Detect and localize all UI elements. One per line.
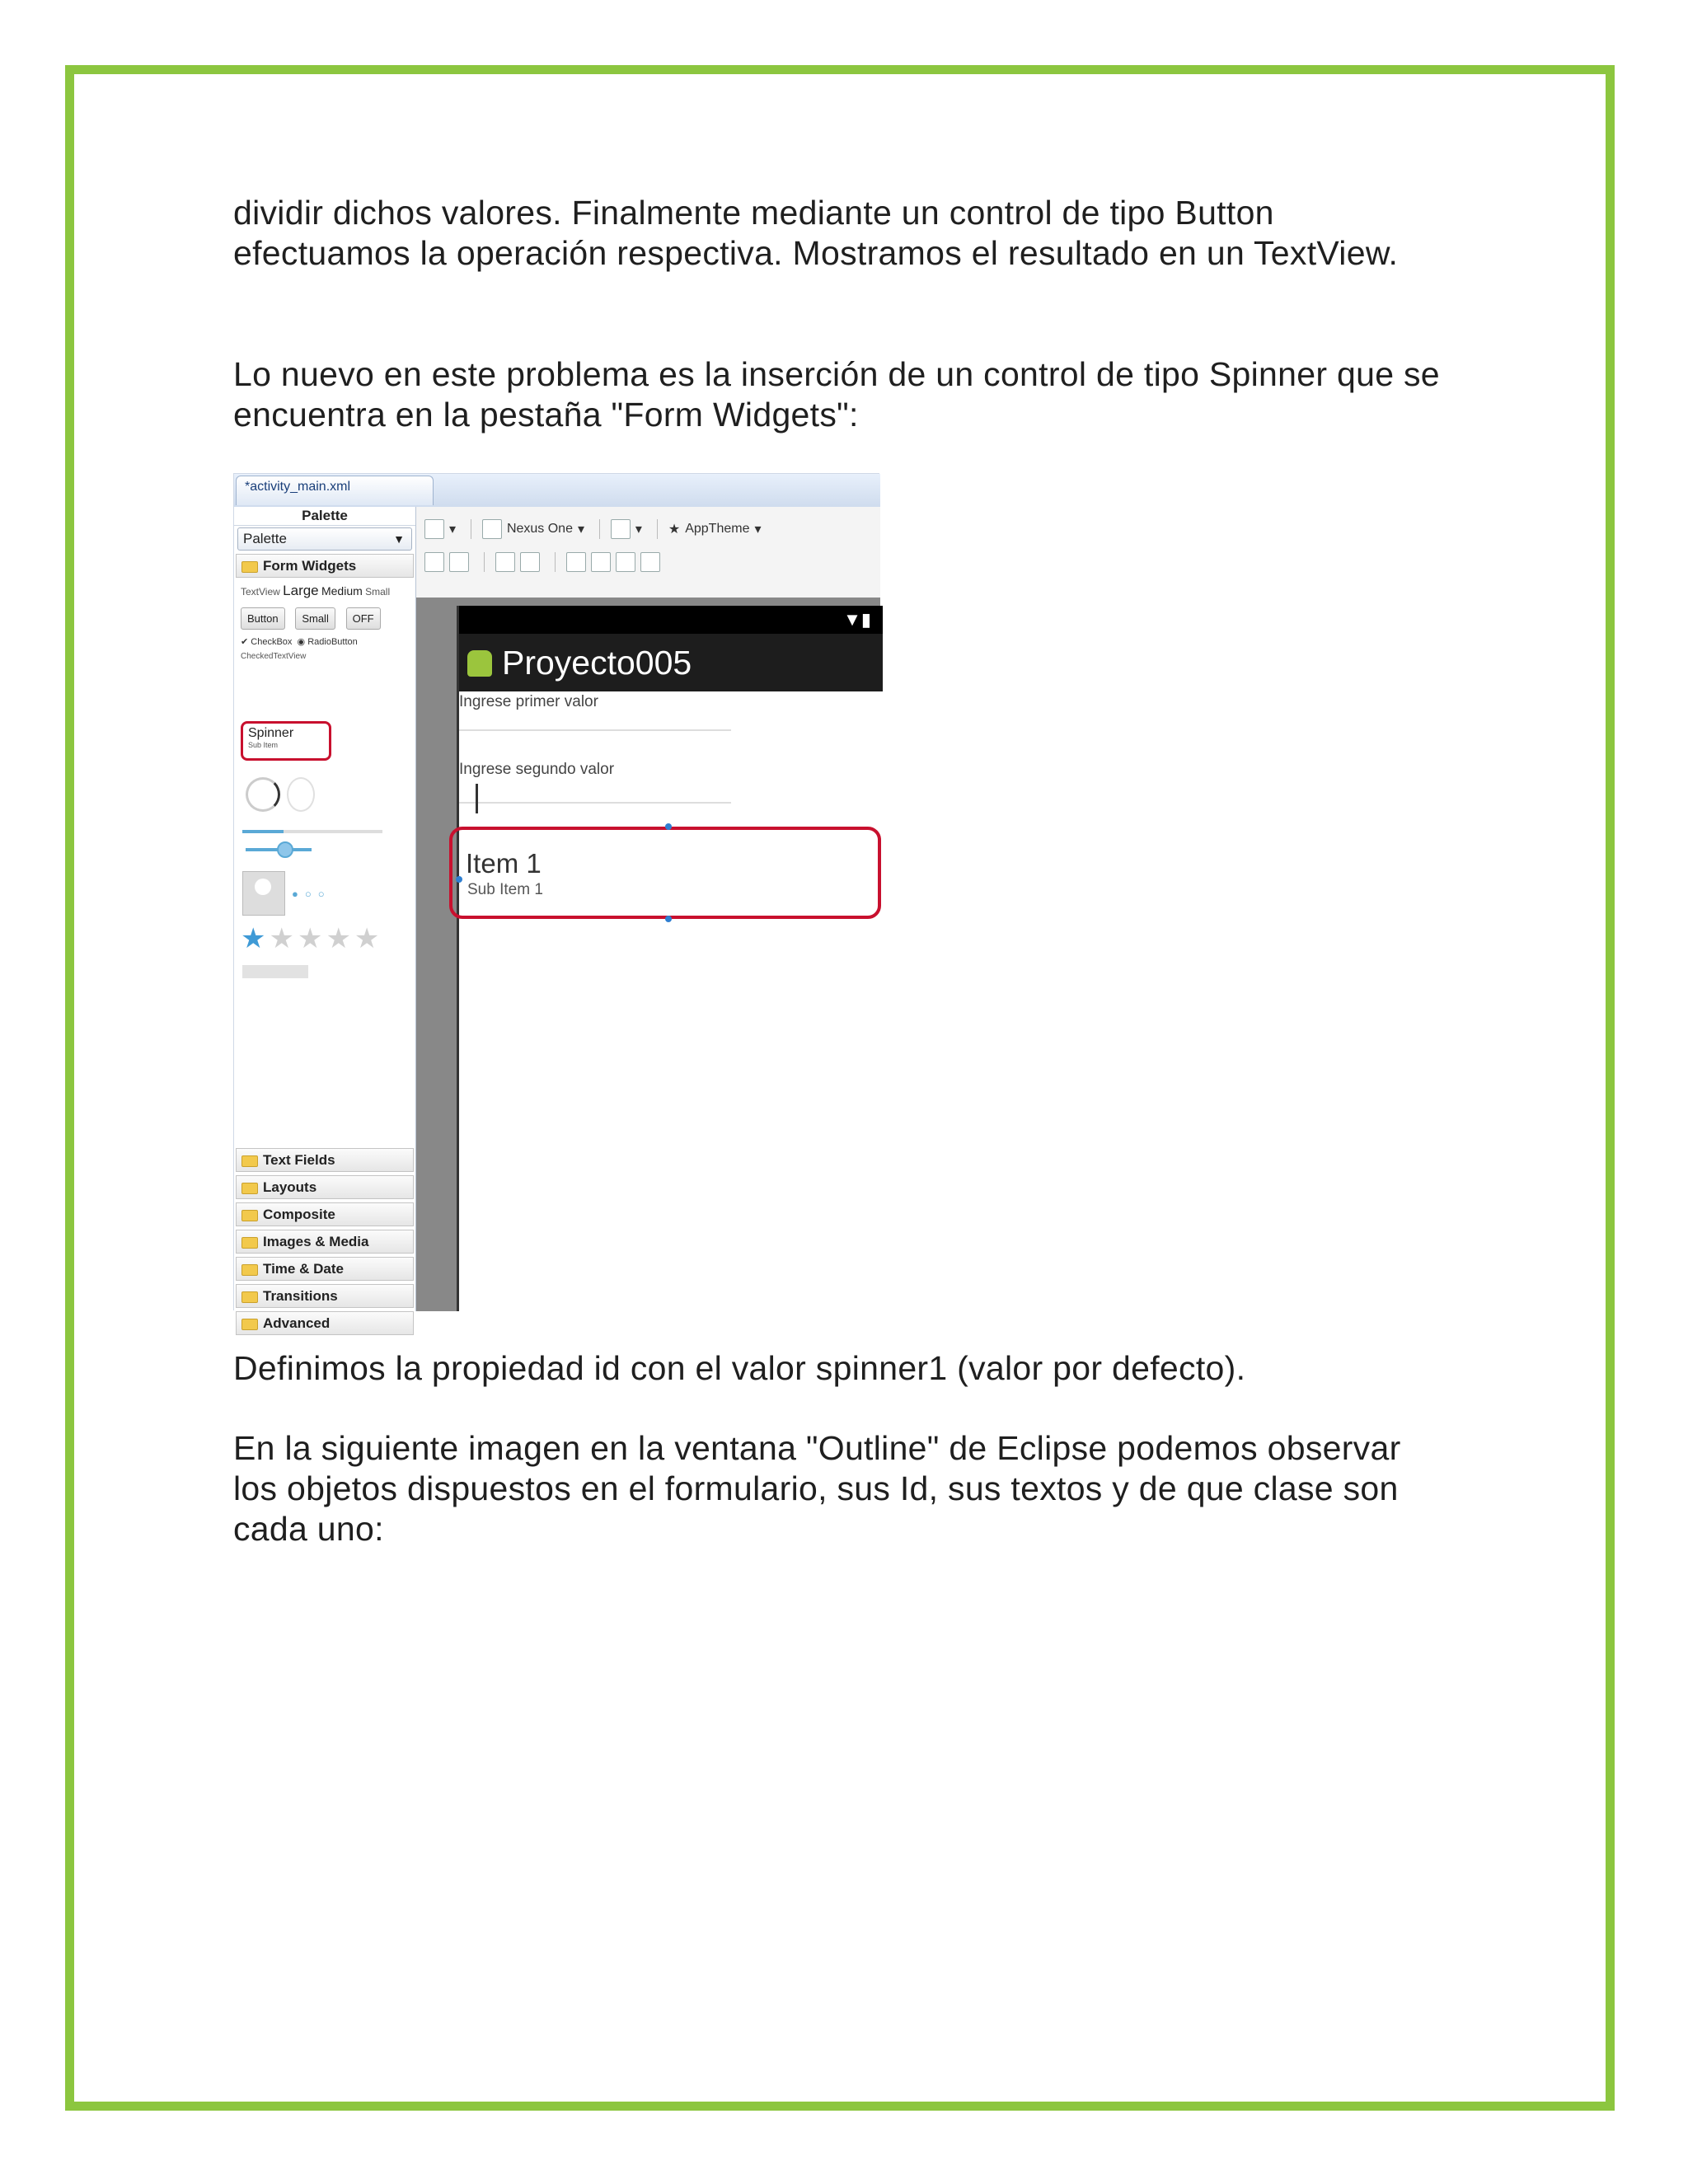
category-time-date[interactable] (236, 1257, 414, 1281)
folder-icon (241, 1291, 258, 1303)
widget-toggle-button[interactable]: OFF (346, 607, 381, 630)
fit-height-icon[interactable] (449, 552, 469, 572)
spinner-widget-sub: Sub Item (248, 741, 279, 749)
seekbar-knob-icon (277, 841, 293, 858)
device-preview (457, 606, 883, 1311)
category-label: Time & Date (263, 1261, 344, 1277)
layout-toolbar (416, 507, 880, 598)
category-text-fields[interactable] (236, 1148, 414, 1172)
category-transitions[interactable] (236, 1284, 414, 1308)
category-label: Form Widgets (263, 558, 357, 574)
dots-icon: ●○○ (292, 888, 331, 900)
grid-icon[interactable] (520, 552, 540, 572)
app-title: Proyecto005 (502, 644, 692, 682)
chevron-down-icon: ▼ (393, 532, 405, 546)
category-form-widgets[interactable] (236, 554, 414, 578)
toolbar-row-2 (424, 552, 665, 577)
file-tab[interactable]: *activity_main.xml (236, 476, 434, 505)
palette-select[interactable] (237, 527, 412, 551)
textview-label[interactable]: TextView (241, 586, 280, 598)
layout-icon[interactable] (495, 552, 515, 572)
zoom-out-icon[interactable] (566, 552, 586, 572)
button-widgets (234, 604, 415, 633)
progress-bar-widget[interactable] (242, 830, 382, 833)
star-empty-icon: ★★★★ (269, 923, 383, 954)
android-icon (467, 650, 492, 677)
zoom-reset-icon[interactable] (591, 552, 611, 572)
check-widgets (234, 633, 415, 650)
fit-width-icon[interactable] (424, 552, 444, 572)
chevron-down-icon[interactable]: ▾ (577, 523, 585, 537)
folder-icon (241, 1183, 258, 1194)
editor-tab-bar (234, 474, 880, 507)
paragraph-1: dividir dichos valores. Finalmente mediante un control de tipo Button efectuamos la operación respectiva. Mostramos el resultado en un TextView. (233, 194, 1399, 272)
spinner-item: Item 1 (466, 848, 542, 879)
palette-header: Palette (234, 507, 415, 526)
progress-large-icon[interactable] (246, 777, 280, 812)
zoom-fit-icon[interactable] (640, 552, 660, 572)
ratingbar-widget[interactable] (241, 922, 382, 955)
widget-radiobutton[interactable]: RadioButton (307, 637, 358, 647)
category-label: Transitions (263, 1288, 338, 1304)
chevron-down-icon[interactable]: ▾ (754, 523, 762, 537)
chevron-down-icon[interactable]: ▾ (635, 523, 642, 537)
category-label: Images & Media (263, 1234, 369, 1249)
widget-spinner-highlighted[interactable] (241, 721, 331, 761)
signal-battery-icon: ▼▮ (843, 609, 871, 630)
folder-icon (241, 1155, 258, 1167)
spinner-widget-label: Spinner (248, 726, 294, 740)
device-icon[interactable] (482, 519, 502, 539)
star-filled-icon: ★ (241, 923, 270, 954)
resize-handle[interactable] (456, 876, 462, 883)
checkmark-icon: ✔ (241, 637, 249, 647)
palette-panel (234, 507, 416, 1331)
textview-widgets (234, 578, 415, 604)
widget-checked-textview[interactable]: CheckedTextView (241, 652, 307, 661)
category-layouts[interactable] (236, 1175, 414, 1199)
orientation-icon[interactable] (611, 519, 631, 539)
textview-small[interactable]: Small (365, 586, 391, 598)
toolbar-row-1 (424, 519, 767, 544)
paragraph-3: Definimos la propiedad id con el valor spinner1 (valor por defecto). (233, 1349, 1246, 1387)
quick-contact-icon[interactable] (242, 871, 285, 916)
resize-handle[interactable] (665, 916, 672, 922)
spinner-subitem: Sub Item 1 (467, 881, 543, 898)
widget-button[interactable]: Button (241, 607, 285, 630)
edittext-second[interactable] (459, 802, 731, 804)
chevron-down-icon[interactable]: ▾ (449, 523, 457, 537)
category-label: Advanced (263, 1315, 331, 1331)
resize-handle[interactable] (665, 823, 672, 830)
folder-icon (241, 1264, 258, 1276)
theme-select[interactable]: AppTheme (685, 522, 750, 536)
device-action-bar (459, 634, 883, 691)
widget-small-button[interactable]: Small (295, 607, 335, 630)
category-images-media[interactable] (236, 1230, 414, 1254)
category-composite[interactable] (236, 1202, 414, 1226)
folder-icon (241, 1237, 258, 1249)
widget-checkbox[interactable]: CheckBox (251, 637, 293, 647)
category-advanced[interactable] (236, 1311, 414, 1335)
switch-widget[interactable] (242, 965, 308, 978)
edittext-first[interactable] (459, 729, 731, 731)
category-label: Composite (263, 1207, 335, 1222)
device-select[interactable]: Nexus One (506, 522, 573, 536)
category-label: Text Fields (263, 1152, 335, 1168)
device-status-bar (459, 606, 883, 634)
text-cursor (476, 784, 478, 813)
paragraph-4: En la siguiente imagen en la ventana "Outline" de Eclipse podemos observar los objetos dispuestos en el formulario, sus Id, sus textos y de que clase son cada uno: (233, 1429, 1401, 1548)
paragraph-2: Lo nuevo en este problema es la inserción de un control de tipo Spinner que se encuentra en la pestaña "Form Widgets": (233, 355, 1440, 434)
progress-small-icon[interactable] (287, 777, 315, 812)
category-list (234, 1145, 415, 1335)
zoom-in-icon[interactable] (616, 552, 635, 572)
textview-large[interactable]: Large (283, 583, 319, 598)
label-first-value[interactable]: Ingrese primer valor (459, 693, 598, 710)
radio-icon: ◉ (297, 637, 306, 647)
folder-icon (241, 1319, 258, 1330)
folder-icon (241, 561, 258, 573)
star-icon: ★ (668, 523, 681, 537)
folder-icon (241, 1210, 258, 1221)
eclipse-screenshot (233, 473, 879, 1331)
palette-select-label: Palette (243, 531, 287, 546)
category-label: Layouts (263, 1179, 317, 1195)
textview-medium[interactable]: Medium (321, 584, 363, 598)
config-icon[interactable] (424, 519, 444, 539)
label-second-value[interactable]: Ingrese segundo valor (459, 761, 615, 778)
